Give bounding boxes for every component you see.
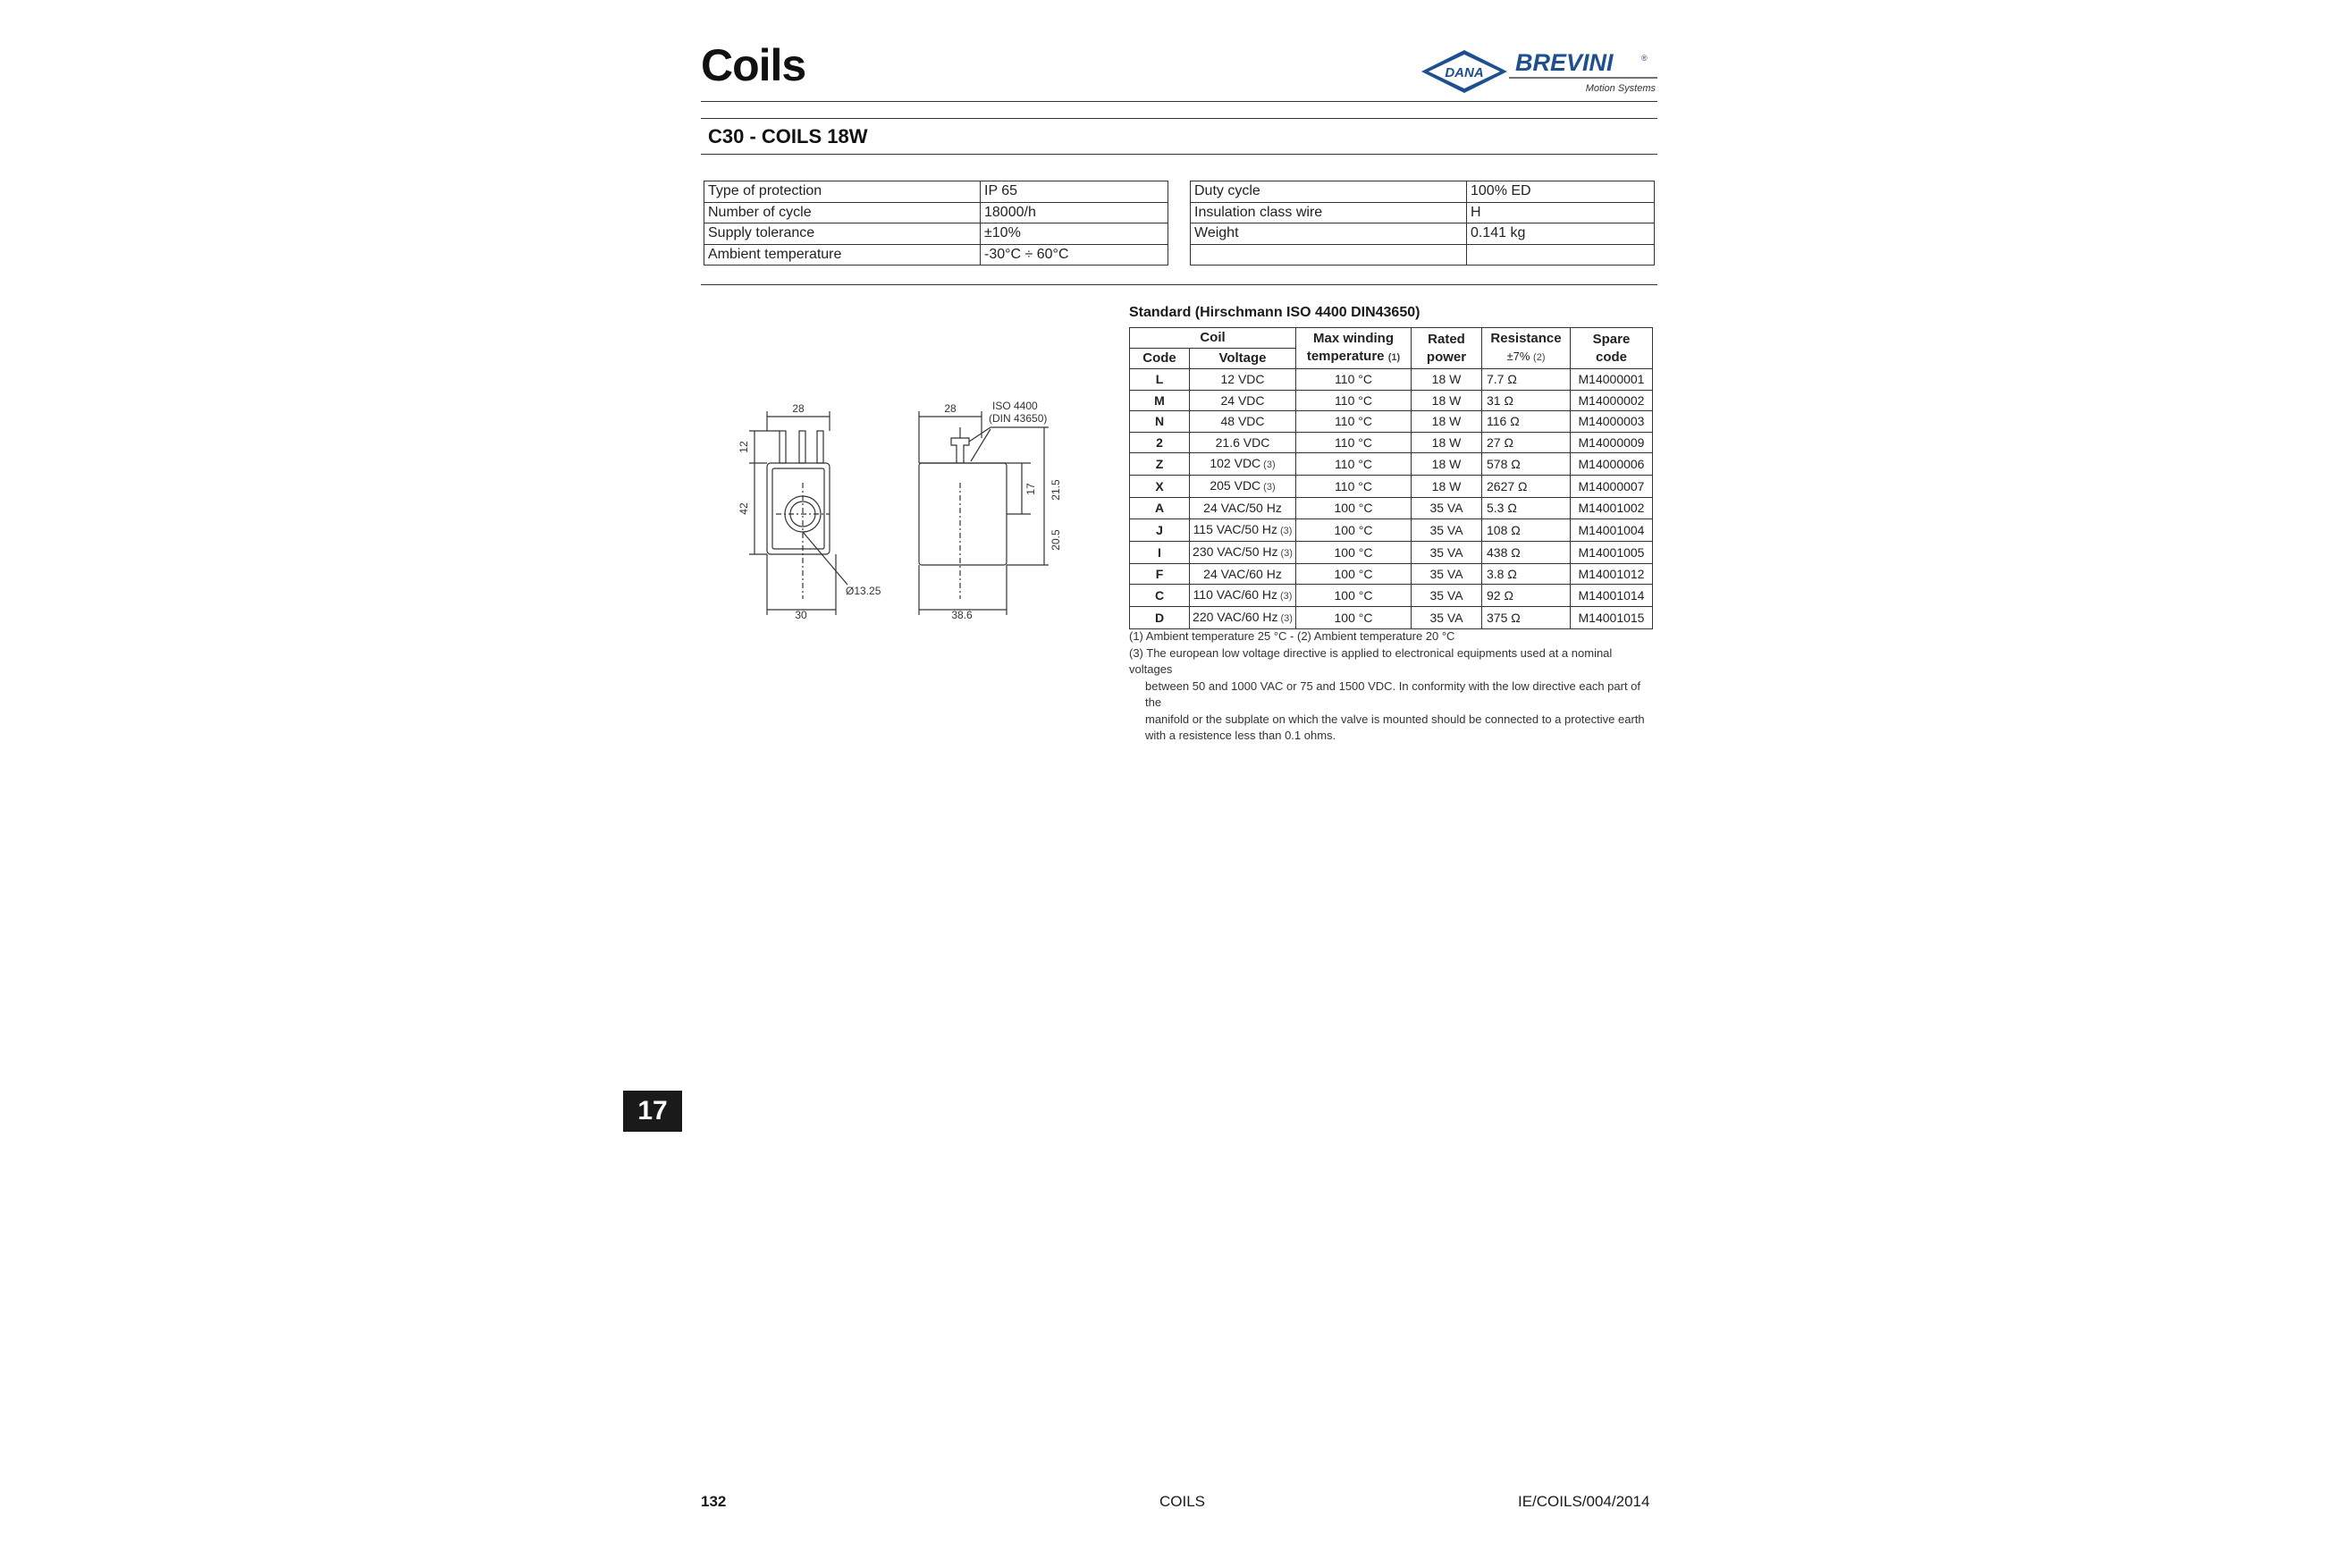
header-voltage: Voltage xyxy=(1190,349,1296,369)
spec-table-left xyxy=(704,181,1168,266)
cell-voltage xyxy=(1190,411,1296,433)
cell-resistance: 92 Ω xyxy=(1482,585,1571,607)
voltage-text: 102 VDC xyxy=(1210,456,1261,470)
voltage-note: (3) xyxy=(1263,482,1276,493)
footer-section: COILS xyxy=(1159,1493,1206,1510)
dim-width-top-right: 28 xyxy=(944,402,957,415)
voltage-text: 24 VAC/60 Hz xyxy=(1203,566,1282,581)
cell-temperature: 100 °C xyxy=(1296,518,1412,541)
table-row xyxy=(1130,390,1653,411)
cell-voltage xyxy=(1190,498,1296,519)
spec-row xyxy=(704,223,1168,245)
header-max-winding xyxy=(1296,328,1412,369)
cell-resistance: 2627 Ω xyxy=(1482,476,1571,498)
cell-temperature: 110 °C xyxy=(1296,476,1412,498)
cell-temperature: 100 °C xyxy=(1296,541,1412,563)
cell-code: F xyxy=(1130,563,1190,585)
cell-spare-code: M14000002 xyxy=(1571,390,1653,411)
header-max-winding-2: temperature xyxy=(1306,349,1385,364)
section-title: C30 - COILS 18W xyxy=(708,125,868,148)
note-3-line: manifold or the subplate on which the valve is mounted should be connected to a protective earth xyxy=(1145,712,1645,726)
header-resistance-2: ±7% xyxy=(1506,350,1530,363)
voltage-text: 110 VAC/60 Hz xyxy=(1193,587,1277,602)
cell-resistance: 116 Ω xyxy=(1482,411,1571,433)
cell-spare-code: M14001012 xyxy=(1571,563,1653,585)
table-row xyxy=(1130,585,1653,607)
header-rule xyxy=(701,101,1657,102)
dim-20-5: 20.5 xyxy=(1050,529,1062,551)
cell-spare-code: M14001004 xyxy=(1571,518,1653,541)
dim-pin-height: 12 xyxy=(738,441,750,453)
cell-spare-code: M14001015 xyxy=(1571,607,1653,629)
table-row xyxy=(1130,453,1653,476)
cell-resistance: 7.7 Ω xyxy=(1482,369,1571,391)
dana-text: DANA xyxy=(1445,65,1484,80)
voltage-text: 205 VDC xyxy=(1210,478,1261,493)
spec-value: -30°C ÷ 60°C xyxy=(981,244,1168,266)
header-spare-2: code xyxy=(1595,349,1627,365)
header-resistance-note: (2) xyxy=(1533,352,1546,363)
spec-value: 100% ED xyxy=(1467,181,1655,203)
spec-value xyxy=(1467,244,1655,266)
table-row xyxy=(1130,432,1653,453)
spec-row xyxy=(1191,244,1655,266)
spec-row xyxy=(1191,181,1655,203)
header-resistance xyxy=(1482,328,1571,369)
cell-spare-code: M14000007 xyxy=(1571,476,1653,498)
spec-label: Insulation class wire xyxy=(1191,202,1467,223)
cell-voltage xyxy=(1190,453,1296,476)
cell-voltage xyxy=(1190,390,1296,411)
coil-table xyxy=(1129,327,1653,629)
voltage-note: (3) xyxy=(1279,525,1293,536)
footer-document-code: IE/COILS/004/2014 xyxy=(1518,1493,1650,1510)
spec-label: Duty cycle xyxy=(1191,181,1467,203)
spec-value: 0.141 kg xyxy=(1467,223,1655,245)
cell-code: C xyxy=(1130,585,1190,607)
table-row xyxy=(1130,411,1653,433)
header-spare-code xyxy=(1571,328,1653,369)
cell-rated-power: 35 VA xyxy=(1412,518,1482,541)
coil-dimension-drawing xyxy=(722,384,1098,621)
voltage-text: 24 VAC/50 Hz xyxy=(1203,501,1282,516)
cell-code: D xyxy=(1130,607,1190,629)
cell-spare-code: M14001002 xyxy=(1571,498,1653,519)
table-row xyxy=(1130,563,1653,585)
cell-rated-power: 35 VA xyxy=(1412,541,1482,563)
standard-title: Standard (Hirschmann ISO 4400 DIN43650) xyxy=(1129,305,1420,320)
tagline-text: Motion Systems xyxy=(1585,83,1656,94)
note-3-line: with a resistence less than 0.1 ohms. xyxy=(1145,729,1336,742)
spec-label: Weight xyxy=(1191,223,1467,245)
cell-rated-power: 18 W xyxy=(1412,369,1482,391)
dim-21-5: 21.5 xyxy=(1050,479,1062,501)
cell-temperature: 100 °C xyxy=(1296,563,1412,585)
cell-rated-power: 18 W xyxy=(1412,432,1482,453)
header-rated-1: Rated xyxy=(1428,331,1465,347)
dim-body-height: 42 xyxy=(738,502,750,515)
cell-rated-power: 18 W xyxy=(1412,390,1482,411)
cell-resistance: 3.8 Ω xyxy=(1482,563,1571,585)
note-3-first: (3) The european low voltage directive is applied to electronical equipments used at a nominal voltages xyxy=(1129,645,1613,676)
spec-value: ±10% xyxy=(981,223,1168,245)
spec-row xyxy=(704,244,1168,266)
header-max-winding-note: (1) xyxy=(1387,352,1401,363)
voltage-text: 12 VDC xyxy=(1220,372,1265,387)
header-max-winding-1: Max winding xyxy=(1313,331,1394,346)
note-3-line: between 50 and 1000 VAC or 75 and 1500 VDC. In conformity with the low directive each part of the xyxy=(1145,679,1641,709)
header-resistance-1: Resistance xyxy=(1490,331,1562,346)
cell-temperature: 110 °C xyxy=(1296,369,1412,391)
brevini-text: BREVINI xyxy=(1515,49,1614,76)
spec-row xyxy=(1191,223,1655,245)
iso-label-2: (DIN 43650) xyxy=(989,412,1048,425)
cell-code: M xyxy=(1130,390,1190,411)
page-title: Coils xyxy=(701,40,806,90)
section-rule-top xyxy=(701,118,1657,119)
dana-brevini-logo xyxy=(1421,46,1657,100)
spec-label xyxy=(1191,244,1467,266)
cell-code: J xyxy=(1130,518,1190,541)
spec-table-right xyxy=(1190,181,1655,266)
table-row xyxy=(1130,369,1653,391)
cell-code: I xyxy=(1130,541,1190,563)
cell-rated-power: 18 W xyxy=(1412,411,1482,433)
voltage-note: (3) xyxy=(1280,547,1293,559)
dim-17: 17 xyxy=(1024,483,1037,495)
cell-spare-code: M14000006 xyxy=(1571,453,1653,476)
cell-rated-power: 18 W xyxy=(1412,453,1482,476)
voltage-text: 220 VAC/60 Hz xyxy=(1193,610,1278,624)
spec-row xyxy=(704,181,1168,203)
footer-page-number: 132 xyxy=(701,1493,727,1510)
table-notes xyxy=(1129,628,1657,745)
header-rated-power xyxy=(1412,328,1482,369)
cell-code: 2 xyxy=(1130,432,1190,453)
dim-width-bottom-left: 30 xyxy=(795,609,807,621)
table-row xyxy=(1130,518,1653,541)
dim-width-bottom-right: 38.6 xyxy=(951,609,973,621)
dim-width-top-left: 28 xyxy=(792,402,805,415)
cell-spare-code: M14000001 xyxy=(1571,369,1653,391)
table-row xyxy=(1130,607,1653,629)
voltage-text: 48 VDC xyxy=(1220,414,1265,429)
cell-rated-power: 18 W xyxy=(1412,476,1482,498)
cell-code: Z xyxy=(1130,453,1190,476)
cell-spare-code: M14000009 xyxy=(1571,432,1653,453)
spec-rule xyxy=(701,284,1657,285)
table-row xyxy=(1130,498,1653,519)
cell-code: X xyxy=(1130,476,1190,498)
cell-spare-code: M14000003 xyxy=(1571,411,1653,433)
cell-voltage xyxy=(1190,518,1296,541)
table-row xyxy=(1130,476,1653,498)
cell-temperature: 100 °C xyxy=(1296,607,1412,629)
spec-label: Supply tolerance xyxy=(704,223,981,245)
header-spare-1: Spare xyxy=(1592,331,1631,347)
spec-value: H xyxy=(1467,202,1655,223)
voltage-note: (3) xyxy=(1263,459,1276,470)
voltage-text: 21.6 VDC xyxy=(1215,434,1270,450)
voltage-text: 230 VAC/50 Hz xyxy=(1193,544,1278,559)
cell-code: L xyxy=(1130,369,1190,391)
cell-temperature: 100 °C xyxy=(1296,498,1412,519)
header-code: Code xyxy=(1130,349,1190,369)
voltage-text: 24 VDC xyxy=(1220,392,1265,408)
chapter-tab: 17 xyxy=(623,1091,682,1132)
cell-resistance: 31 Ω xyxy=(1482,390,1571,411)
cell-temperature: 110 °C xyxy=(1296,453,1412,476)
cell-resistance: 578 Ω xyxy=(1482,453,1571,476)
cell-rated-power: 35 VA xyxy=(1412,585,1482,607)
cell-code: A xyxy=(1130,498,1190,519)
cell-voltage xyxy=(1190,563,1296,585)
cell-rated-power: 35 VA xyxy=(1412,498,1482,519)
cell-rated-power: 35 VA xyxy=(1412,563,1482,585)
cell-spare-code: M14001014 xyxy=(1571,585,1653,607)
cell-voltage xyxy=(1190,476,1296,498)
cell-temperature: 110 °C xyxy=(1296,411,1412,433)
spec-value: IP 65 xyxy=(981,181,1168,203)
cell-voltage xyxy=(1190,369,1296,391)
note-1-2: (1) Ambient temperature 25 °C - (2) Ambient temperature 20 °C xyxy=(1129,629,1455,643)
voltage-note: (3) xyxy=(1280,613,1293,624)
header-coil: Coil xyxy=(1130,328,1296,349)
cell-temperature: 100 °C xyxy=(1296,585,1412,607)
cell-spare-code: M14001005 xyxy=(1571,541,1653,563)
section-rule-bottom xyxy=(701,154,1657,155)
dim-diameter: Ø13.25 xyxy=(846,585,881,597)
cell-resistance: 5.3 Ω xyxy=(1482,498,1571,519)
cell-voltage xyxy=(1190,432,1296,453)
spec-row xyxy=(1191,202,1655,223)
spec-label: Type of protection xyxy=(704,181,981,203)
cell-resistance: 438 Ω xyxy=(1482,541,1571,563)
voltage-text: 115 VAC/50 Hz xyxy=(1193,521,1277,536)
spec-value: 18000/h xyxy=(981,202,1168,223)
spec-label: Number of cycle xyxy=(704,202,981,223)
cell-resistance: 375 Ω xyxy=(1482,607,1571,629)
iso-label-1: ISO 4400 xyxy=(992,400,1038,412)
cell-resistance: 108 Ω xyxy=(1482,518,1571,541)
cell-resistance: 27 Ω xyxy=(1482,432,1571,453)
table-row xyxy=(1130,541,1653,563)
cell-temperature: 110 °C xyxy=(1296,432,1412,453)
header-rated-2: power xyxy=(1426,349,1467,365)
cell-voltage xyxy=(1190,607,1296,629)
cell-rated-power: 35 VA xyxy=(1412,607,1482,629)
registered-mark: ® xyxy=(1641,54,1648,63)
cell-voltage xyxy=(1190,541,1296,563)
cell-code: N xyxy=(1130,411,1190,433)
cell-temperature: 110 °C xyxy=(1296,390,1412,411)
cell-voltage xyxy=(1190,585,1296,607)
voltage-note: (3) xyxy=(1279,591,1293,602)
spec-row xyxy=(704,202,1168,223)
spec-label: Ambient temperature xyxy=(704,244,981,266)
